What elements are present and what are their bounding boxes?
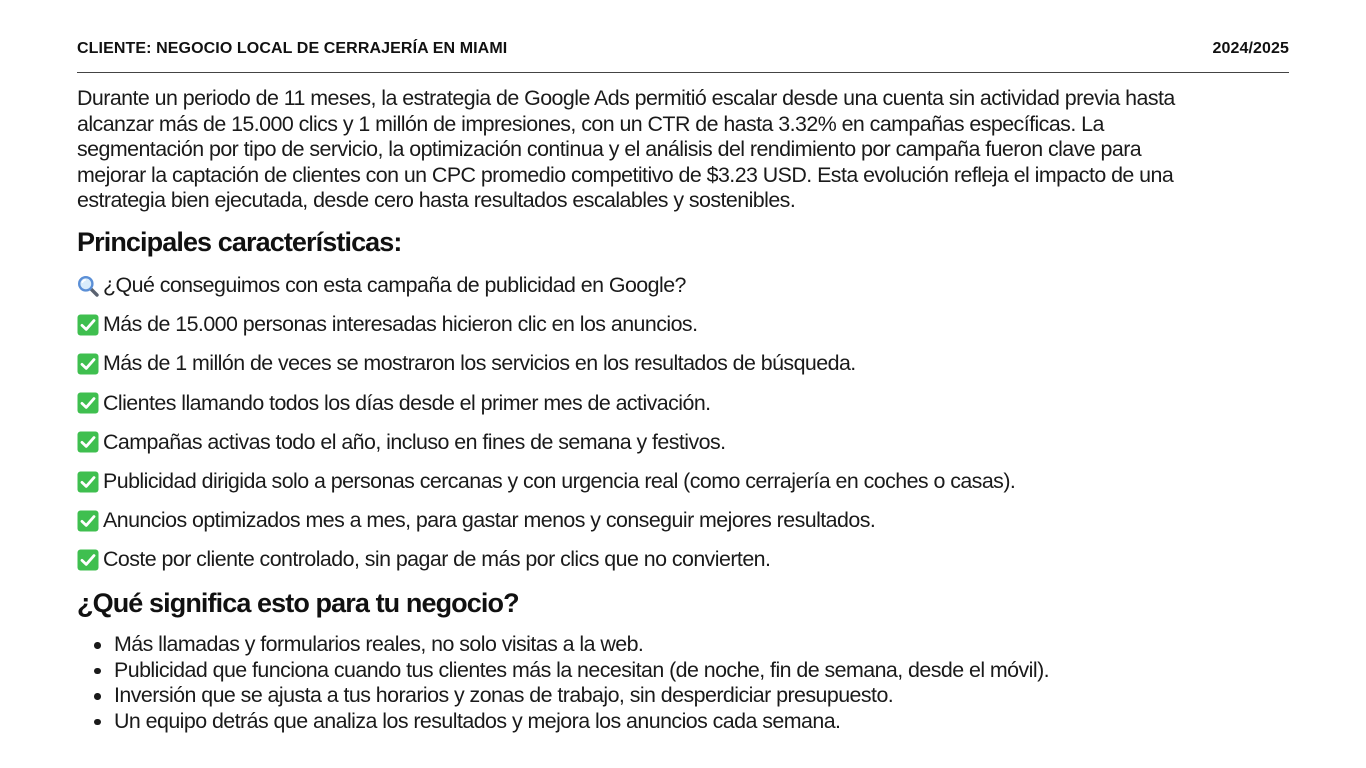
bullet-item: Un equipo detrás que analiza los resultados y mejora los anuncios cada semana.	[77, 709, 1289, 735]
feature-item	[77, 423, 1289, 462]
check-mark-icon	[77, 353, 99, 375]
meaning-bullet-list	[77, 632, 1289, 734]
features-list	[77, 266, 1289, 580]
check-mark-icon	[77, 471, 99, 493]
feature-text: Más de 1 millón de veces se mostraron los servicios en los resultados de búsqueda.	[103, 351, 856, 376]
feature-text: Campañas activas todo el año, incluso en fines de semana y festivos.	[103, 429, 726, 454]
feature-text: Coste por cliente controlado, sin pagar de más por clics que no convierten.	[103, 547, 771, 572]
intro-line: segmentación por tipo de servicio, la optimización continua y el análisis del rendimiento por campaña fueron clave para	[77, 137, 1142, 161]
feature-item	[77, 501, 1289, 540]
feature-item	[77, 305, 1289, 344]
check-mark-icon	[77, 314, 99, 336]
feature-text: Más de 15.000 personas interesadas hicieron clic en los anuncios.	[103, 312, 698, 337]
features-heading: Principales características:	[77, 227, 402, 257]
case-study-page	[77, 0, 1289, 768]
feature-question	[77, 266, 1289, 305]
feature-text: Clientes llamando todos los días desde el primer mes de activación.	[103, 390, 711, 415]
bullet-item: Más llamadas y formularios reales, no solo visitas a la web.	[77, 632, 1289, 658]
check-mark-icon	[77, 431, 99, 453]
client-label: CLIENTE: NEGOCIO LOCAL DE CERRAJERÍA EN MIAMI	[77, 40, 508, 57]
feature-item	[77, 462, 1289, 501]
feature-text: ¿Qué conseguimos con esta campaña de publicidad en Google?	[103, 273, 686, 298]
feature-text: Anuncios optimizados mes a mes, para gastar menos y conseguir mejores resultados.	[103, 508, 876, 533]
feature-text: Publicidad dirigida solo a personas cercanas y con urgencia real (como cerrajería en coches o casas).	[103, 469, 1016, 494]
feature-item	[77, 540, 1289, 579]
bullet-item: Publicidad que funciona cuando tus clientes más la necesitan (de noche, fin de semana, desde el móvil).	[77, 658, 1289, 684]
intro-paragraph	[77, 86, 1289, 214]
check-mark-icon	[77, 549, 99, 571]
intro-line: estrategia bien ejecutada, desde cero hasta resultados escalables y sostenibles.	[77, 188, 796, 212]
intro-line: alcanzar más de 15.000 clics y 1 millón de impresiones, con un CTR de hasta 3.32% en campañas específicas. La	[77, 111, 1104, 136]
check-mark-icon	[77, 392, 99, 414]
intro-line: mejorar la captación de clientes con un CPC promedio competitivo de $3.23 USD. Esta evolución refleja el impacto de una	[77, 162, 1174, 187]
feature-item	[77, 384, 1289, 423]
magnifying-glass-icon	[77, 275, 99, 297]
check-mark-icon	[77, 510, 99, 532]
document-header	[77, 37, 1289, 61]
feature-item	[77, 344, 1289, 383]
header-divider	[77, 72, 1289, 73]
bullet-item: Inversión que se ajusta a tus horarios y zonas de trabajo, sin desperdiciar presupuesto.	[77, 683, 1289, 709]
intro-line: Durante un periodo de 11 meses, la estrategia de Google Ads permitió escalar desde una cuenta sin actividad previa hasta	[77, 86, 1175, 110]
years-label: 2024/2025	[1212, 40, 1289, 57]
meaning-heading: ¿Qué significa esto para tu negocio?	[77, 588, 519, 618]
